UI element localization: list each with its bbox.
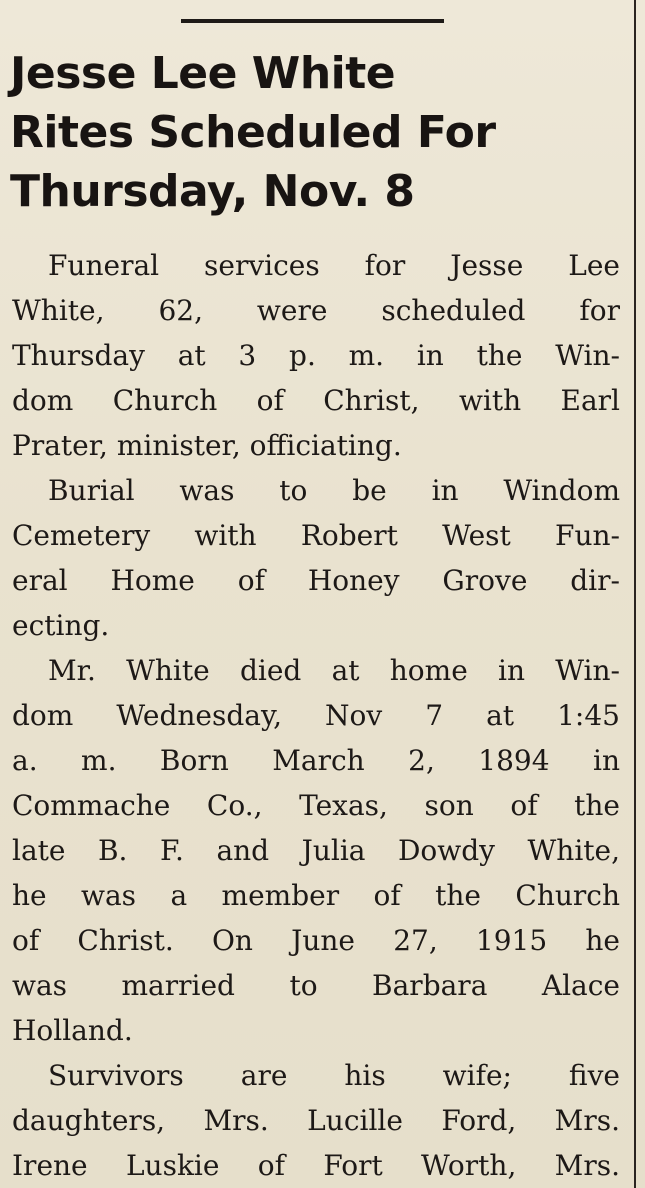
- article-headline: [10, 44, 610, 221]
- body-line: of Christ. On June 27, 1915 he: [12, 924, 620, 957]
- body-line: ecting.: [12, 609, 110, 642]
- body-line: dom Wednesday, Nov 7 at 1:45: [12, 699, 620, 732]
- body-line: daughters, Mrs. Lucille Ford, Mrs.: [12, 1104, 620, 1137]
- body-line: Holland.: [12, 1014, 133, 1047]
- body-line: White, 62, were scheduled for: [12, 294, 620, 327]
- body-line: Irene Luskie of Fort Worth, Mrs.: [12, 1149, 620, 1182]
- headline-line: Rites Scheduled For: [10, 107, 496, 158]
- body-line: a. m. Born March 2, 1894 in: [12, 744, 620, 777]
- headline-rule: [181, 19, 444, 23]
- body-line: Prater, minister, officiating.: [12, 429, 402, 462]
- body-line: dom Church of Christ, with Earl: [12, 384, 620, 417]
- body-line: Funeral services for Jesse Lee: [48, 249, 620, 282]
- body-line: Survivors are his wife; five: [48, 1059, 620, 1092]
- body-line: Burial was to be in Windom: [48, 474, 620, 507]
- body-line: late B. F. and Julia Dowdy White,: [12, 834, 620, 867]
- headline-line: Jesse Lee White: [10, 48, 396, 99]
- body-line: he was a member of the Church: [12, 879, 620, 912]
- body-line: Thursday at 3 p. m. in the Win-: [12, 339, 620, 372]
- column-rule: [634, 0, 636, 1188]
- headline-line: Thursday, Nov. 8: [10, 166, 415, 217]
- body-line: Cemetery with Robert West Fun-: [12, 519, 620, 552]
- article-body: [12, 243, 620, 1188]
- body-line: eral Home of Honey Grove dir-: [12, 564, 620, 597]
- body-line: Mr. White died at home in Win-: [48, 654, 620, 687]
- body-line: Commache Co., Texas, son of the: [12, 789, 620, 822]
- body-line: was married to Barbara Alace: [12, 969, 620, 1002]
